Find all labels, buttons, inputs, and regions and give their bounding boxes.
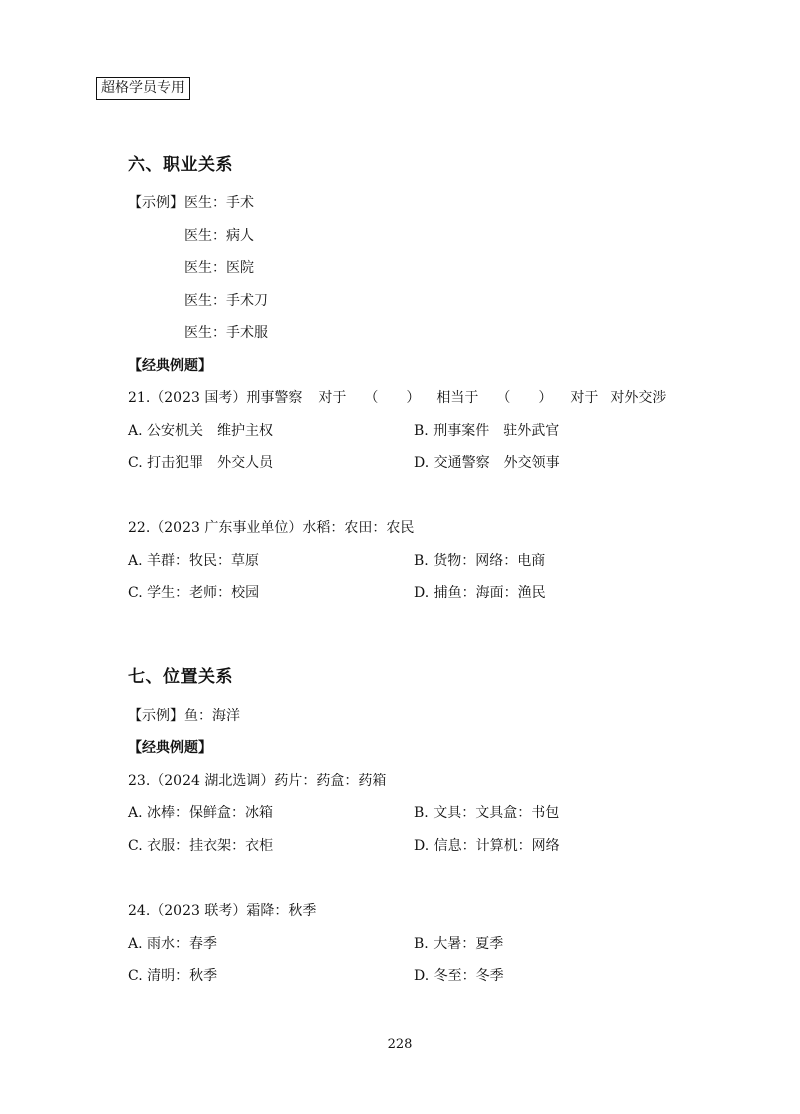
example-row [128, 706, 240, 726]
option-d: D. 信息：计算机：网络 [414, 838, 560, 854]
classic-examples-label: 【经典例题】 [128, 740, 212, 756]
page-number: 228 [387, 1037, 413, 1052]
option-b: B. 刑事案件 驻外武官 [414, 423, 560, 439]
option-a: A. 公安机关 维护主权 [128, 423, 274, 439]
option-d: D. 冬至：冬季 [414, 968, 504, 984]
section-title-position: 七、位置关系 [128, 667, 233, 687]
option-a: A. 羊群：牧民：草原 [128, 553, 260, 569]
option-c: C. 衣服：挂衣架：衣柜 [128, 838, 274, 854]
section-title-occupation: 六、职业关系 [128, 155, 233, 175]
option-c: C. 学生：老师：校园 [128, 585, 260, 601]
option-a: A. 冰棒：保鲜盒：冰箱 [128, 805, 274, 821]
example-item-3: 医生：医院 [184, 260, 254, 276]
example-row-1 [128, 193, 254, 213]
blank-open: （ [496, 390, 511, 406]
example-item-4: 医生：手术刀 [184, 293, 268, 309]
example-item-1: 医生：手术 [184, 195, 254, 211]
students-only-badge: 超格学员专用 [96, 77, 190, 100]
question-23-stem: 23.（2024 湖北选调）药片：药盒：药箱 [128, 773, 387, 789]
stem-part: 对外交涉 [610, 390, 667, 406]
option-c: C. 打击犯罪 外交人员 [128, 455, 274, 471]
question-22-stem: 22.（2023 广东事业单位）水稻：农田：农民 [128, 520, 415, 536]
example-item-5: 医生：手术服 [184, 325, 268, 341]
option-c: C. 清明：秋季 [128, 968, 218, 984]
option-d: D. 交通警察 外交领事 [414, 455, 560, 471]
option-b: B. 大暑：夏季 [414, 936, 504, 952]
blank-close: ） [538, 390, 553, 406]
blank-open: （ [364, 390, 379, 406]
blank-close: ） [406, 390, 421, 406]
stem-part: 刑事警察 [246, 390, 303, 406]
example-label: 【示例】 [128, 195, 184, 211]
question-number: 21. [128, 390, 151, 406]
example-item-2: 医生：病人 [184, 228, 254, 244]
question-21-stem [128, 388, 666, 408]
option-d: D. 捕鱼：海面：渔民 [414, 585, 546, 601]
stem-part: 对于 [318, 390, 347, 406]
option-a: A. 雨水：春季 [128, 936, 218, 952]
question-24-stem: 24.（2023 联考）霜降：秋季 [128, 903, 317, 919]
option-b: B. 文具：文具盒：书包 [414, 805, 560, 821]
example-label: 【示例】 [128, 708, 184, 724]
example-item: 鱼：海洋 [184, 708, 240, 724]
option-b: B. 货物：网络：电商 [414, 553, 546, 569]
stem-part: 对于 [570, 390, 599, 406]
stem-part: 相当于 [436, 390, 479, 406]
classic-examples-label: 【经典例题】 [128, 358, 212, 374]
question-source: （2023 国考） [150, 390, 247, 406]
